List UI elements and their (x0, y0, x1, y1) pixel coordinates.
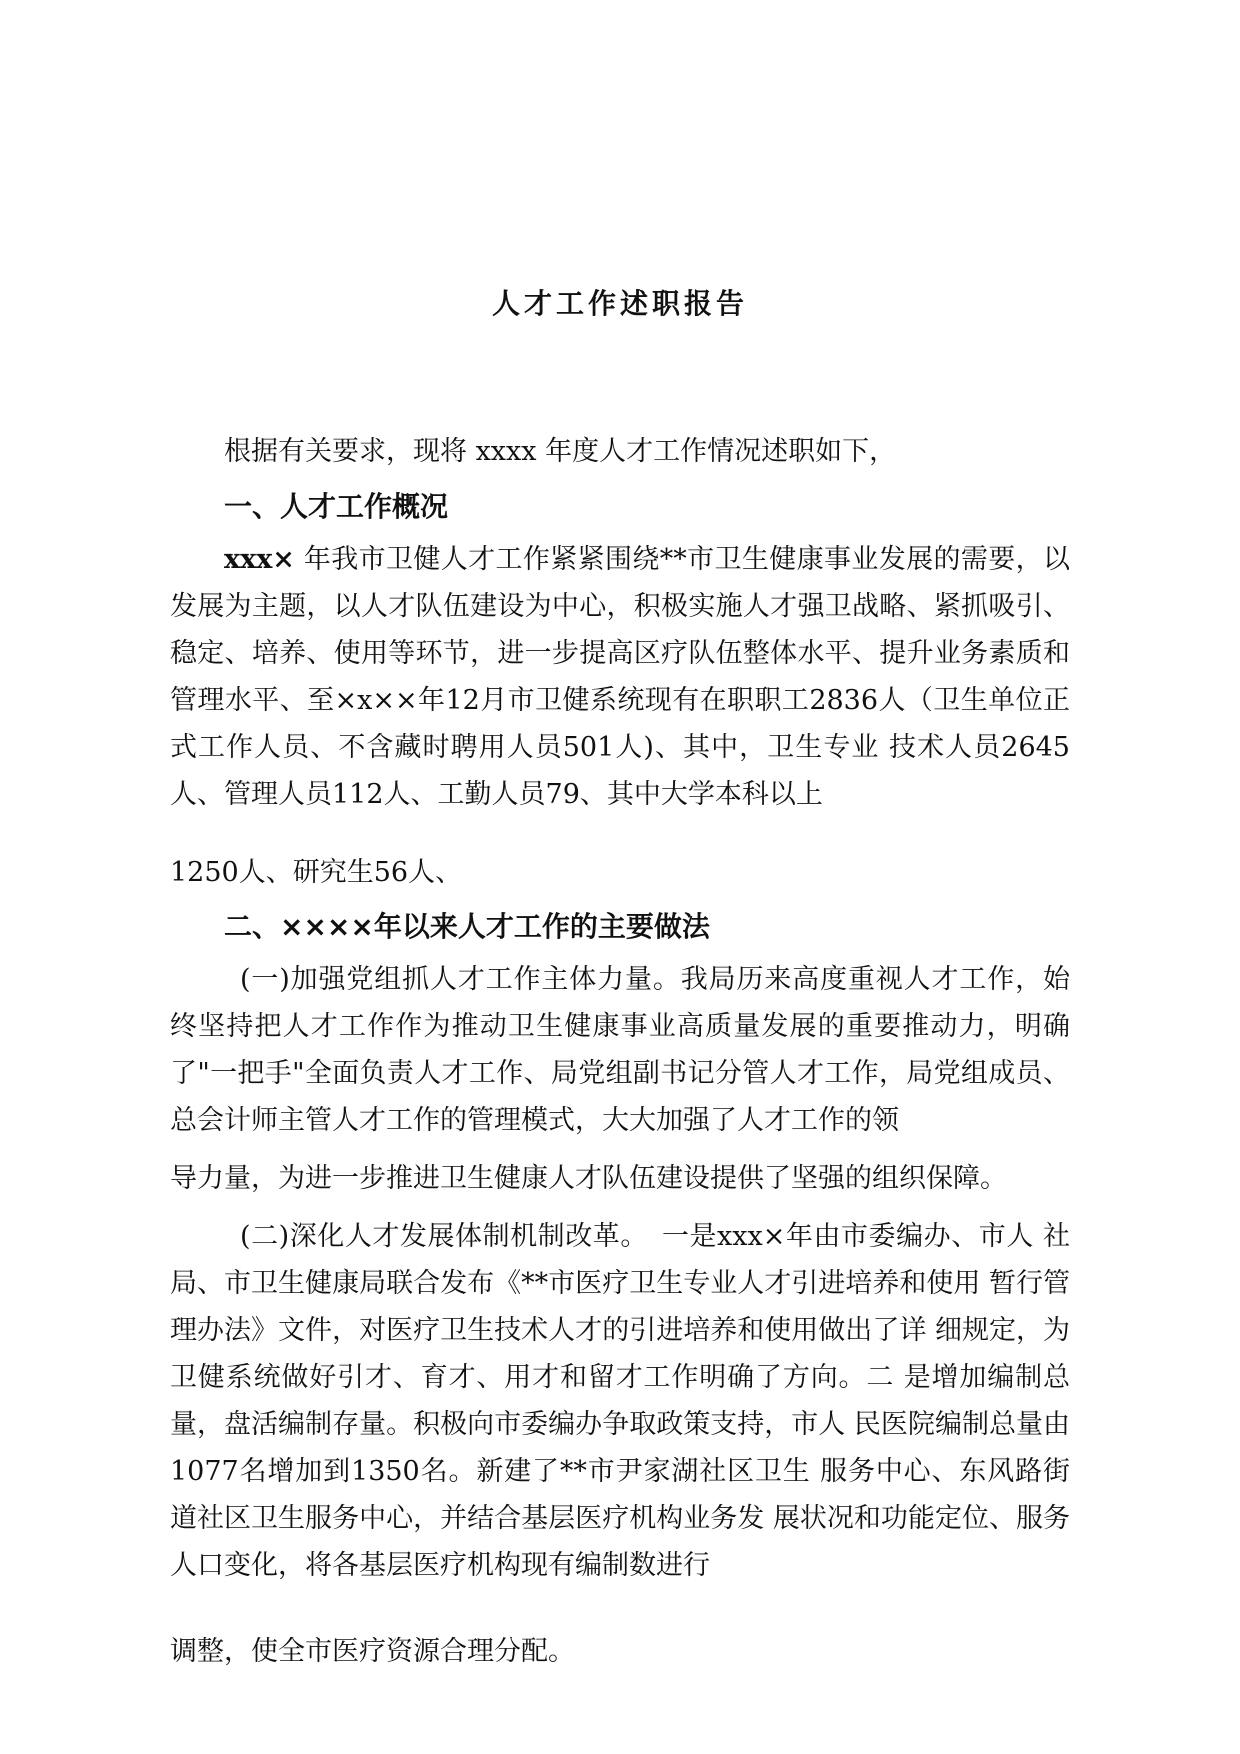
section-1-heading: 一、人才工作概况 (224, 490, 449, 523)
section-2-heading: 二、××××年以来人才工作的主要做法 (224, 910, 710, 943)
section-2-item-1: (一)加强党组抓人才工作主体力量。我局历来高度重视人才工作，始终坚持把人才工作作为推动卫生健康事业高质量发展的重要推动力，明确了"一把手"全面负责人才工作、局党组副书记分管人才工作，局党组成员、总会计师主管人才工作的管理模式，大大加强了人才工作的领 (170, 964, 1070, 1136)
section-1-paragraph (170, 536, 1070, 826)
section-1-continuation: 1250人、研究生56人、 (170, 857, 463, 888)
section-2-item-2-continuation: 调整，使全市医疗资源合理分配。 (170, 1636, 575, 1667)
section-1-lead: xxx× (224, 544, 295, 575)
document-title: 人才工作述职报告 (491, 287, 748, 320)
intro-paragraph: 根据有关要求，现将 xxxx 年度人才工作情况述职如下， (224, 436, 897, 467)
section-2-item-1-last-line: 导力量，为进一步推进卫生健康人才队伍建设提供了坚强的组织保障。 (170, 1163, 1007, 1194)
section-2-item-2: (二)深化人才发展体制机制改革。 一是xxx×年由市委编办、市人 社局、市卫生健康局联合发布《**市医疗卫生专业人才引进培养和使用 暂行管理办法》文件，对医疗卫生技术人才的引进培养和使用做出了详 细规定，为卫健系统做好引才、育才、用才和留才工作明确了方向。二 是增加编制总量，盘活编制存量。积极向市委编办争取政策支持，市人 民医院编制总量由1077名增加到1350名。新建了**市尹家湖社区卫生 服务中心、东风路街道社区卫生服务中心，并结合基层医疗机构业务发 展状况和功能定位、服务人口变化，将各基层医疗机构现有编制数进行 (170, 1221, 1070, 1581)
section-1-text: 年我市卫健人才工作紧紧围绕**市卫生健康事业发展的需要，以发展为主题，以人才队伍建设为中心，积极实施人才强卫战略、紧抓吸引、稳定、培养、使用等环节，进一步提高区疗队伍整体水平、提升业务素质和管理水平、至×x××年12月市卫健系统现有在职职工2836人（卫生单位正式工作人员、不含藏时聘用人员501人)、其中，卫生专业 技术人员2645人、管理人员112人、工勤人员79、其中大学本科以上 (170, 544, 1070, 810)
